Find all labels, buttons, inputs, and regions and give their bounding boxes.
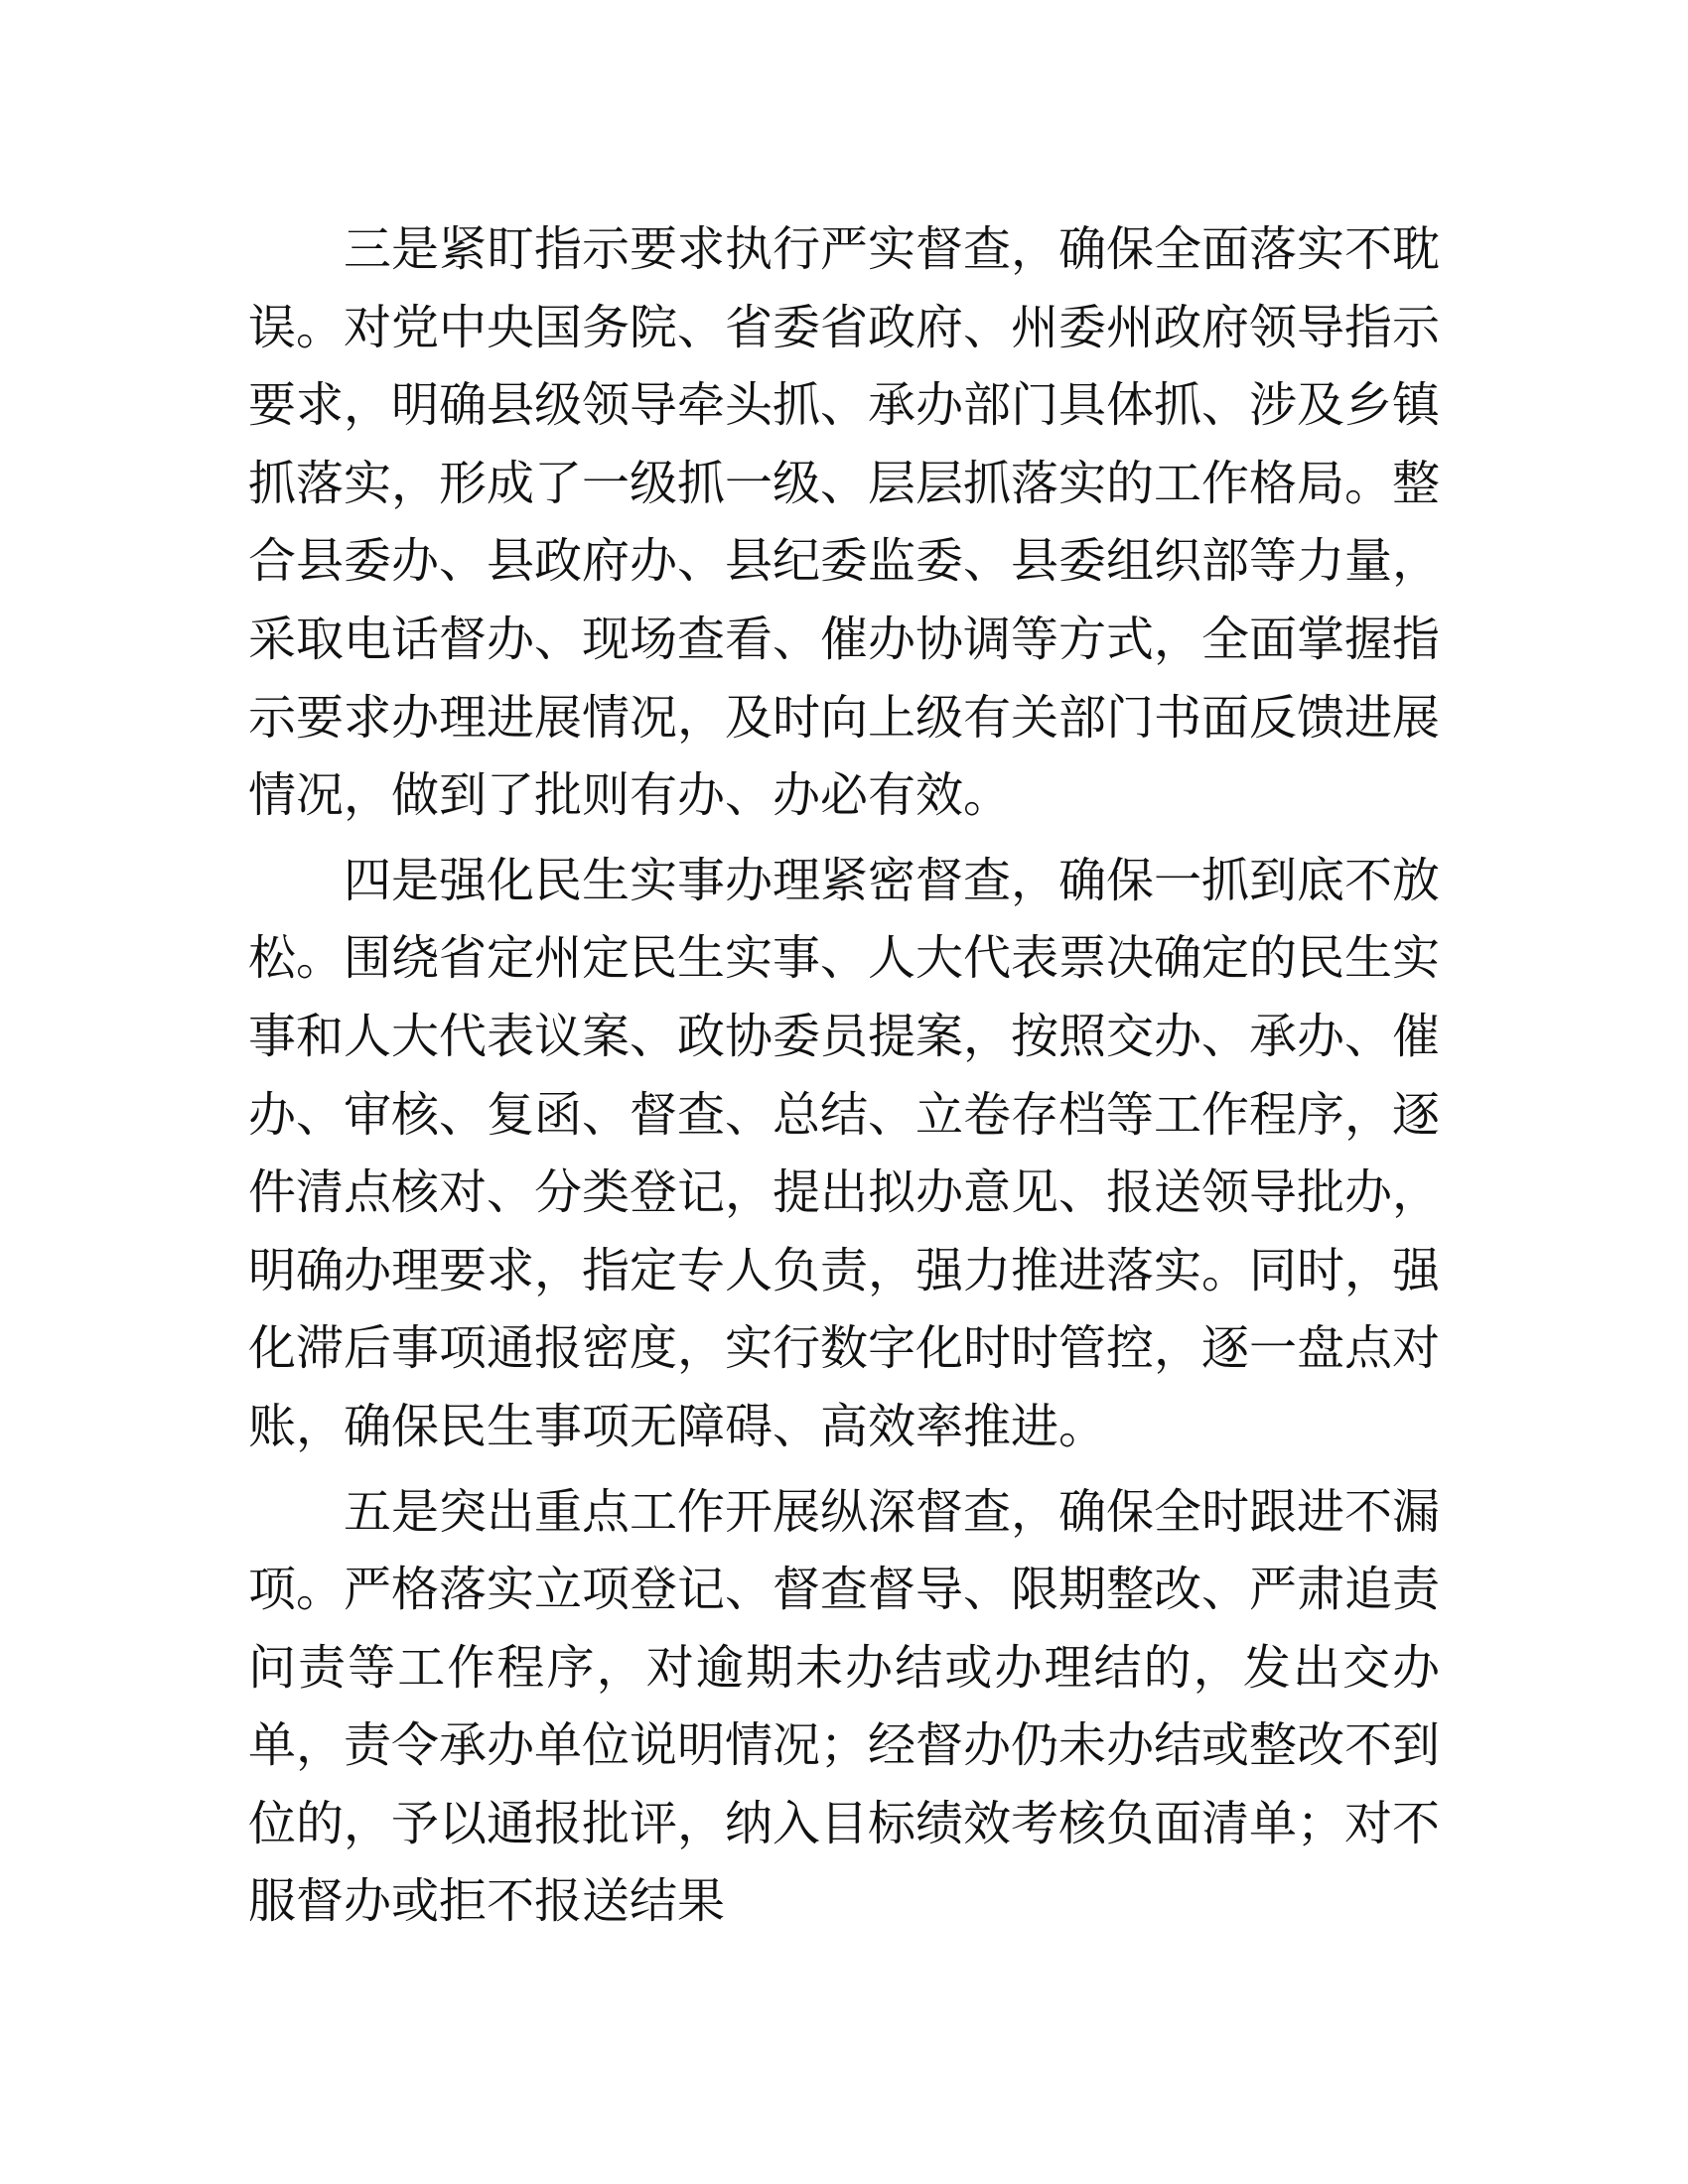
paragraph-4: 四是强化民生实事办理紧密督查，确保一抓到底不放松。围绕省定州定民生实事、人大代表票决确定的民生实事和人大代表议案、政协委员提案，按照交办、承办、催办、审核、复函、督查、总结、立卷存档等工作程序，逐件清点核对、分类登记，提出拟办意见、报送领导批办，明确办理要求，指定专人负责，强力推进落实。同时，强化滞后事项通报密度，实行数字化时时管控，逐一盘点对账，确保民生事项无障碍、高效率推进。 [248, 852, 1441, 1454]
document-body [248, 210, 1440, 1941]
paragraph-5: 五是突出重点工作开展纵深督查，确保全时跟进不漏项。严格落实立项登记、督查督导、限期整改、严肃追责问责等工作程序，对逾期未办结或办理结的，发出交办单，责令承办单位说明情况；经督办仍未办结或整改不到位的，予以通报批评，纳入目标绩效考核负面清单；对不服督办或拒不报送结果 [248, 1483, 1441, 1930]
paragraph-3: 三是紧盯指示要求执行严实督查，确保全面落实不耽误。对党中央国务院、省委省政府、州委州政府领导指示要求，明确县级领导牵头抓、承办部门具体抓、涉及乡镇抓落实，形成了一级抓一级、层层抓落实的工作格局。整合县委办、县政府办、县纪委监委、县委组织部等力量，采取电话督办、现场查看、催办协调等方式，全面掌握指示要求办理进展情况，及时向上级有关部门书面反馈进展情况，做到了批则有办、办必有效。 [248, 221, 1441, 824]
